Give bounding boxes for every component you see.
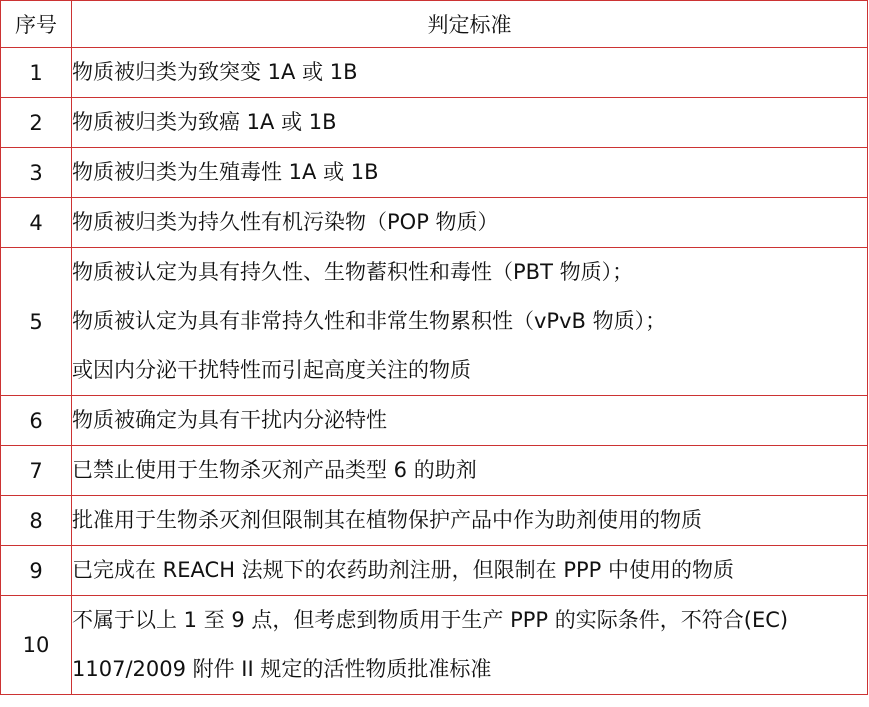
table-row [1, 546, 868, 596]
table-row [1, 98, 868, 148]
row-number: 10 [1, 596, 72, 695]
criterion-line: 已完成在 REACH 法规下的农药助剂注册，但限制在 PPP 中使用的物质 [72, 558, 735, 582]
criterion-line: 物质被归类为致突变 1A 或 1B [72, 60, 358, 84]
criterion-line: 不属于以上 1 至 9 点，但考虑到物质用于生产 PPP 的实际条件，不符合(EC) [72, 608, 789, 632]
row-criterion [72, 596, 868, 695]
row-criterion [72, 546, 868, 596]
row-criterion [72, 198, 868, 248]
criterion-line: 物质被归类为持久性有机污染物（POP 物质） [72, 210, 499, 234]
row-number: 7 [1, 446, 72, 496]
table-header-row [1, 1, 868, 48]
row-number: 5 [1, 248, 72, 396]
row-criterion [72, 248, 868, 396]
row-criterion [72, 48, 868, 98]
row-number: 6 [1, 396, 72, 446]
row-criterion [72, 396, 868, 446]
criterion-line: 物质被确定为具有干扰内分泌特性 [72, 408, 387, 432]
table-row [1, 198, 868, 248]
row-number: 8 [1, 496, 72, 546]
header-criterion: 判定标准 [72, 1, 868, 48]
criterion-line: 已禁止使用于生物杀灭剂产品类型 6 的助剂 [72, 458, 477, 482]
row-criterion [72, 496, 868, 546]
table-row [1, 596, 868, 695]
row-criterion [72, 98, 868, 148]
table-row [1, 248, 868, 396]
row-number: 9 [1, 546, 72, 596]
row-number: 3 [1, 148, 72, 198]
row-number: 2 [1, 98, 72, 148]
criterion-line: 或因内分泌干扰特性而引起高度关注的物质 [72, 358, 471, 382]
table-row [1, 446, 868, 496]
criterion-line: 物质被归类为致癌 1A 或 1B [72, 110, 337, 134]
row-number: 4 [1, 198, 72, 248]
criterion-line: 物质被归类为生殖毒性 1A 或 1B [72, 160, 379, 184]
criterion-line: 1107/2009 附件 II 规定的活性物质批准标准 [72, 657, 492, 681]
table-row [1, 148, 868, 198]
table-row [1, 496, 868, 546]
table-row [1, 48, 868, 98]
table-row [1, 396, 868, 446]
criterion-line: 物质被认定为具有持久性、生物蓄积性和毒性（PBT 物质）； [72, 260, 634, 284]
row-criterion [72, 446, 868, 496]
criterion-line: 物质被认定为具有非常持久性和非常生物累积性（vPvB 物质）； [72, 309, 667, 333]
row-number: 1 [1, 48, 72, 98]
criterion-line: 批准用于生物杀灭剂但限制其在植物保护产品中作为助剂使用的物质 [72, 508, 702, 532]
header-number: 序号 [1, 1, 72, 48]
row-criterion [72, 148, 868, 198]
